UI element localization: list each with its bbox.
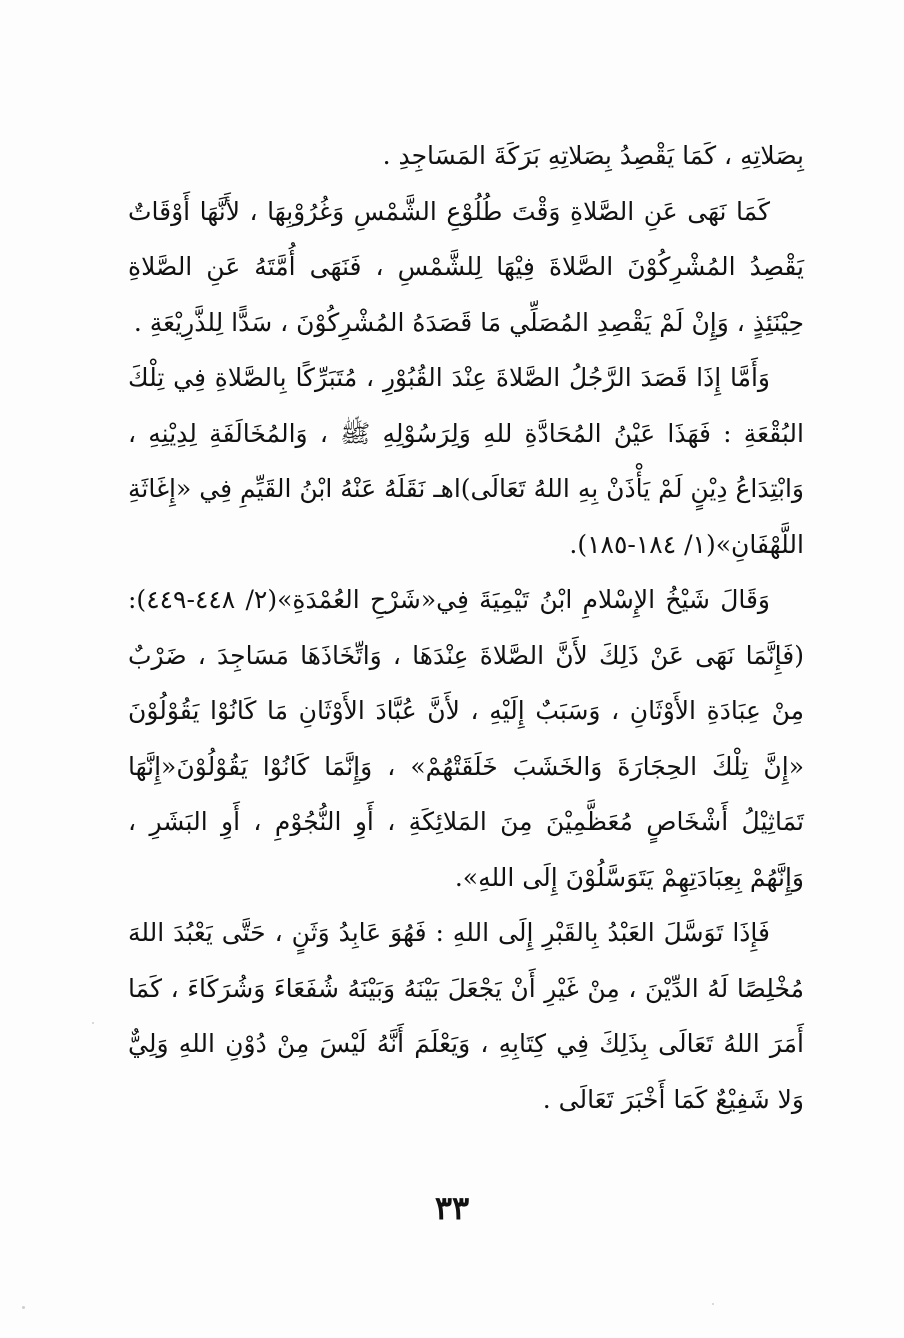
scan-speck [92,1022,94,1024]
page-number: ٣٣ [434,1189,470,1227]
paragraph-2: كَمَا نَهَى عَنِ الصَّلاةِ وَقْتَ طُلُوْعِ الشَّمْسِ وَغُرُوْبِهَا ، لأَنَّهَا أَوْقَاتٌ يَقْصِدُ المُشْرِكُوْنَ الصَّلاةَ فِيْهَا لِلشَّمْسِ ، فَنَهَى أُمَّتَهُ عَنِ الصَّلاةِ حِيْنَئِذٍ ، وَإِنْ لَمْ يَقْصِدِ المُصَلِّي مَا قَصَدَهُ المُشْرِكُوْنَ ، سَدًّا لِلذَّرِيْعَةِ . [128,196,804,337]
scan-speck [22,1306,25,1309]
scan-speck [712,1303,714,1305]
paragraph-4: وَقَالَ شَيْخُ الإِسْلامِ ابْنُ تَيْمِيَةَ فِي«شَرْحِ العُمْدَةِ»(٢/ ٤٤٨-٤٤٩): (فَإِنَّمَا نَهَى عَنْ ذَلِكَ لأَنَّ الصَّلاةَ عِنْدَهَا ، وَاتِّخَاذَهَا مَسَاجِدَ ، ضَرْبٌ مِنْ عِبَادَةِ الأَوْثَانِ ، وَسَبَبٌ إِلَيْهِ ، لأَنَّ عُبَّادَ الأَوْثَانِ مَا كَانُوْا يَقُوْلُوْنَ «إِنَّ تِلْكَ الحِجَارَةَ وَالخَشَبَ خَلَقَتْهُمْ» ، وَإِنَّمَا كَانُوْا يَقُوْلُوْنَ«إِنَّهَا تَمَاثِيْلُ أَشْخَاصٍ مُعَظَّمِيْنَ مِنَ المَلائِكَةِ ، أَوِ النُّجُوْمِ ، أَوِ البَشَرِ ، وَإِنَّهُمْ بِعِبَادَتِهِمْ يَتَوَسَّلُوْنَ إِلَى اللهِ». [128,585,804,892]
paragraph-5: فَإِذَا تَوَسَّلَ العَبْدُ بِالقَبْرِ إِلَى اللهِ : فَهُوَ عَابِدُ وَثَنٍ ، حَتَّى يَعْبُدَ اللهَ مُخْلِصًا لَهُ الدِّيْنَ ، مِنْ غَيْرِ أَنْ يَجْعَلَ بَيْنَهُ وَبَيْنَهُ شُفَعَاءَ وَشُرَكَاءَ ، كَمَا أَمَرَ اللهُ تَعَالَى بِذَلِكَ فِي كِتَابِهِ ، وَيَعْلَمَ أَنَّهُ لَيْسَ مِنْ دُوْنِ اللهِ وَلِيٌّ وَلا شَفِيْعٌ كَمَا أَخْبَرَ تَعَالَى . [128,918,804,1114]
paragraph-3: وَأَمَّا إِذَا قَصَدَ الرَّجُلُ الصَّلاةَ عِنْدَ القُبُوْرِ ، مُتَبَرِّكًا بِالصَّلاةِ فِي تِلْكَ البُقْعَةِ : فَهَذَا عَيْنُ المُحَادَّةِ للهِ وَلِرَسُوْلِهِ ﷺ ، وَالمُخَالَفَةِ لِدِيْنِهِ ، وَابْتِدَاعُ دِيْنٍ لَمْ يَأْذَنْ بِهِ اللهُ تَعَالَى)اهـ نَقَلَهُ عَنْهُ ابْنُ القَيِّمِ فِي «إِغَاثَةِ اللَّهْفَانِ»(١/ ١٨٤-١٨٥). [128,363,804,559]
paragraph-1: بِصَلاتِهِ ، كَمَا يَقْصِدُ بِصَلاتِهِ بَرَكَةَ المَسَاجِدِ . [382,141,804,170]
body-text [128,128,804,1127]
